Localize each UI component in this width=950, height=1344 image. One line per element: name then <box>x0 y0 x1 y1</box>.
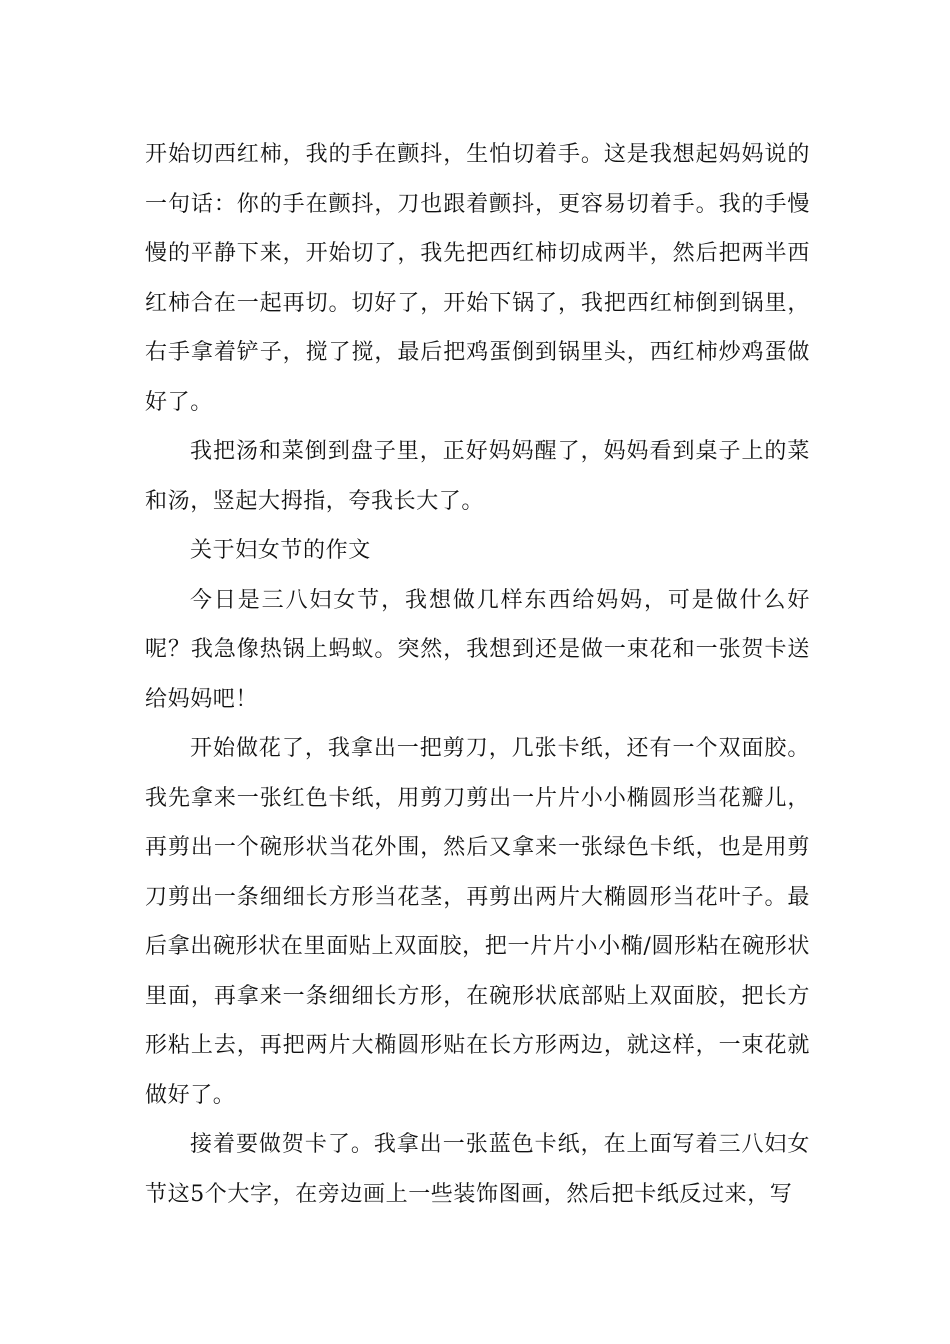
paragraph-3: 今日是三八妇女节，我想做几样东西给妈妈，可是做什么好呢？我急像热锅上蚂蚁。突然，我想到还是做一束花和一张贺卡送给妈妈吧！ <box>145 587 810 712</box>
document-body <box>145 130 810 1219</box>
paragraph-2: 我把汤和菜倒到盘子里，正好妈妈醒了，妈妈看到桌子上的菜和汤，竖起大拇指，夸我长大了。 <box>145 439 810 514</box>
essay-title: 关于妇女节的作文 <box>190 538 371 563</box>
paragraph-1: 开始切西红柿，我的手在颤抖，生怕切着手。这是我想起妈妈说的一句话：你的手在颤抖，刀也跟着颤抖，更容易切着手。我的手慢慢的平静下来，开始切了，我先把西红柿切成两半，然后把两半西红柿合在一起再切。切好了，开始下锅了，我把西红柿倒到锅里，右手拿着铲子，搅了搅，最后把鸡蛋倒到锅里头，西红柿炒鸡蛋做好了。 <box>145 142 810 415</box>
paragraph-5: 接着要做贺卡了。我拿出一张蓝色卡纸，在上面写着三八妇女节这5个大字，在旁边画上一些装饰图画，然后把卡纸反过来，写 <box>145 1132 810 1207</box>
paragraph-4: 开始做花了，我拿出一把剪刀，几张卡纸，还有一个双面胶。我先拿来一张红色卡纸，用剪刀剪出一片片小小椭圆形当花瓣儿，再剪出一个碗形状当花外围，然后又拿来一张绿色卡纸，也是用剪刀剪出一条细细长方形当花茎，再剪出两片大椭圆形当花叶子。最后拿出碗形状在里面贴上双面胶，把一片片小小椭/圆形粘在碗形状里面，再拿来一条细细长方形，在碗形状底部贴上双面胶，把长方形粘上去，再把两片大椭圆形贴在长方形两边，就这样，一束花就做好了。 <box>145 736 810 1108</box>
